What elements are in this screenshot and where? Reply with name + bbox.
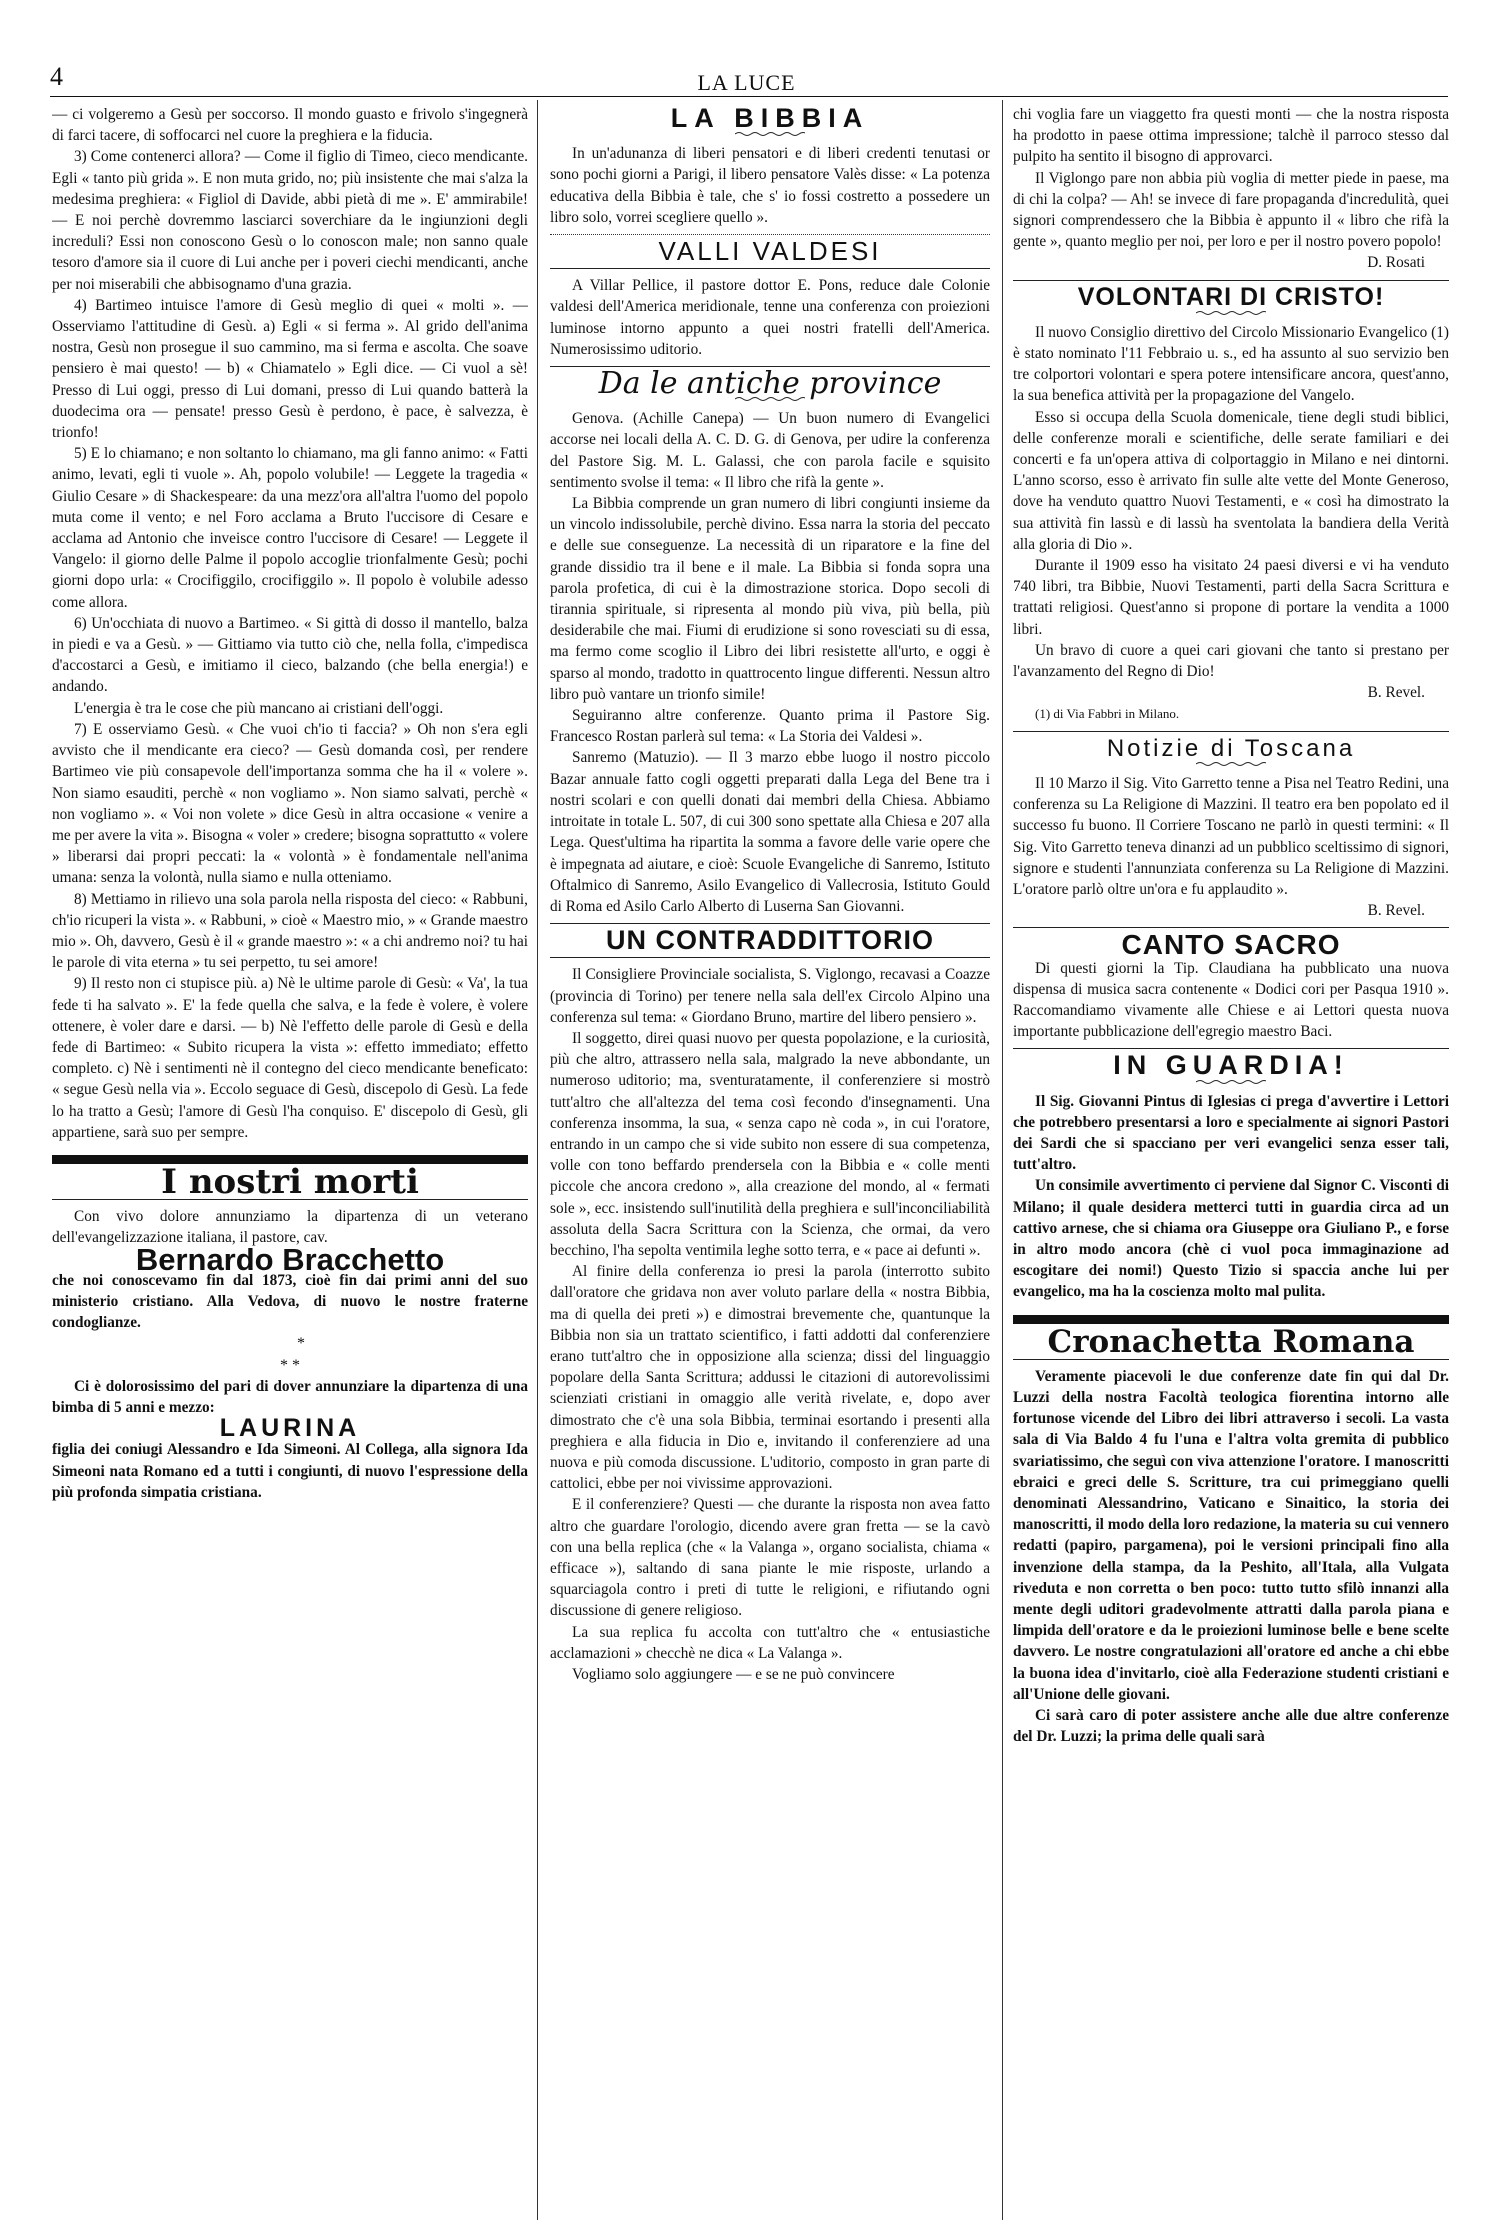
article-heading: CANTO SACRO: [1121, 929, 1341, 961]
article-paragraph: 6) Un'occhiata di nuovo a Bartimeo. « Si gittà di dosso il mantello, balza in piedi e va a Gesù. » — Gittiamo via tutto ciò che, nella folla, c'impediscа d'accostarci a Gesù, e imitiamo il cieco, balzando (che bella energia!) e andando.: [52, 614, 528, 696]
article-paragraph: 7) E osserviamo Gesù. « Che vuoi ch'io ti faccia? » Oh non s'era egli avvisto che il mendicante era cieco? — Gesù domanda così, per rendere Bartimeo vie più consapevole dell'importanza somma che ha il « volere ». Non siamo esauditi, perchè « non vogliamo ». Non siamo salvati, perchè « non vogliamo ». « Voi non volete » dice Gesù in altra occasione « venire a me per avere la vita ». Bisogna « voler » credere; bisogna soprattutto « volere » liberarsi dai propri peccati: la « volontà » è fondamentale nell'anima umana: senza la volontà, nulla siamo e nulla otteniamo.: [52, 720, 528, 887]
article-paragraph: Veramente piacevoli le due conferenze date fin qui dal Dr. Luzzi della nostra Facoltà teologica fiorentina intorno alle fortunose vicende del Libro dei libri attraverso i secoli. La vasta sala di Via Baldo 4 fu l'una e l'altra volta gremita di pubblico svariatissimo, che seguì con viva attenzione l'oratore. I manoscritti ebraici e greci delle S. Scritture, tra cui primeggiano quelli denominati Alessandrino, Vaticano e Sinaitico, la storia dei manoscritti, il modo della loro redazione, la materia su cui vennero redatti (papiro, pargamena), poi le versioni principali fino alla invenzione della stampa, da la Peshito, all'Itala, alla Vulgata riveduta e non corretta o ben poco: tutto tutto sfilò innanzi alla mente degli uditori gradevolmente attratti dalla parola piana e limpida dell'oratore e da le proiezioni luminose belle e bene scelte davvero. Le nostre congratulazioni all'oratore ed anche a chi ebbe la buona idea d'invitarlo, cioè alla Federazione studenti cristiani e all'Unione delle giovani.: [1013, 1367, 1449, 1703]
article-paragraph: L'energia è tra le cose che più mancano ai cristiani dell'oggi.: [74, 699, 444, 717]
heading-rule: [550, 957, 990, 958]
section-divider: [1013, 731, 1449, 732]
obituary-heading: I nostri morti: [161, 1161, 419, 1202]
article-signature: D. Rosati: [1367, 254, 1425, 272]
article-paragraph: 5) E lo chiamano; e non soltanto lo chiamano, ma gli fanno animo: « Fatti animo, levati, egli ti vuole ». Ah, popolo volubile! — Leggete la tragedia « Giulio Cesare » di Shackespeare: da una mezz'ora all'altra l'uomo del popolo muta come il vento; e nel Foro acclama a Bruto l'uccisore di Cesare e acclama ad Antonio che inveisce contro l'uccisore di Cesare! — Leggete il Vangelo: il giorno delle Palme il popolo accoglie trionfalmente Gesù; pochi giorni dopo urla: « Crocifiggilo, crocifiggilo ». Il popolo è volubile adesso come allora.: [52, 445, 528, 611]
article-paragraph: Durante il 1909 esso ha visitato 24 paesi diversi e vi ha venduto 740 libri, tra Bibbie, Nuovi Testamenti, parti della Sacra Scrittura e trattati religiosi. Quest'anno si propone di portare la vendita a 1000 libri.: [1013, 557, 1449, 638]
article-paragraph: Di questi giorni la Tip. Claudiana ha pubblicato una nuova dispensa di musica sacra contenente « Dodici cori per Pasqua 1910 ». Raccomandiamo vivamente alle Chiese e ai Lettori questa nuova importante pubblicazione dell'egregio maestro Baci.: [1013, 959, 1449, 1041]
article-heading: VALLI VALDESI: [658, 236, 882, 267]
article-paragraph: Esso si occupa della Scuola domenicale, tiene degli studi biblici, delle conferenze morali e scientifiche, delle serate familiari e dei concerti e fa un'opera attiva di colportaggio in Milano e nei dintorni. L'anno scorso, esso è arrivato fin sulle alte vette del Monte Generoso, dove ha venduto quattro Nuovi Testamenti, e « così ha dimostrato la sua attività fin lassù e di lassù ha sventolata la bandiera della Verità alla gloria di Dio ».: [1013, 408, 1449, 553]
obituary-name: Bernardo Bracchetto: [135, 1241, 445, 1277]
article-paragraph: In un'adunanza di liberi pensatori e di liberi credenti tenutasi or sono pochi giorni a Parigi, il libero pensatore Valès disse: « La potenza educativa della Bibbia è tale, che s' io fossi costretto a possedere un libro solo, vorrei scegliere quello ».: [550, 145, 990, 226]
header-rule: [50, 96, 1448, 97]
obituary-paragraph: Con vivo dolore annunziamo la dipartenza di un veterano dell'evangelizzazione italiana, il pastore, cav.: [52, 1208, 528, 1247]
article-paragraph: Sanremo (Matuzio). — Il 3 marzo ebbe luogo il nostro piccolo Bazar annuale fatto cogli oggetti preparati dalla Lega del Bene tra i nostri scolari e con quelli donati dai membri della Chiesa. Abbiamo introitate in totale L. 507, di cui 300 sono spettate alla Chiesa e 207 alla Lega. Quest'ultima ha ripartita la somma a favore delle varie opere che è impegnata ad aiutare, e cioè: Scuole Evangeliche di Sanremo, Istituto Oftalmico di Sanremo, Asilo Evangelico di Vallecrosia, Istituto Gould di Roma ed Asilo Carlo Alberto di Luserna San Giovanni.: [550, 749, 990, 915]
article-paragraph: — ci volgeremo a Gesù per soccorso. Il mondo guasto e frivolo s'ingegnerà di farci tacere, di soffocarci nel cuore la preghiera e la fiducia.: [52, 106, 528, 145]
article-paragraph: E il conferenziere? Questi — che durante la risposta non avea fatto altro che guardare l'orologio, dicendo avere gran fretta — se la cavò con una bella replica (che « la Valanga », organo socialista, chiama « efficace »), saltando di sana piante le mie risposte, urlando a squarciagola contro i preti di tutte le religioni, e rifiutando ogni discussione di genere religioso.: [550, 1496, 990, 1620]
page-number: 4: [50, 62, 63, 91]
section-divider: [1013, 1048, 1449, 1049]
article-heading: Cronachetta Romana: [1047, 1323, 1415, 1360]
article-paragraph: Il Viglongo pare non abbia più voglia di metter piede in paese, ma di chi la colpa? — Ah! se invece di fare propaganda d'incredulità, quei signori comprendessero che la Bibbia è appunto il « libro che rifà la gente », quanto meglio per noi, per loro e per il nostro povero popolo!: [1013, 169, 1449, 251]
wavy-ornament: [1196, 761, 1266, 767]
obituary-paragraph: che noi conoscevamo fin dal 1873, cioè fin dai primi anni del suo ministerio cristiano. Alla Vedova, di nuovo le nostre fraterne condoglianze.: [52, 1271, 528, 1332]
article-paragraph: Il 10 Marzo il Sig. Vito Garretto tenne a Pisa nel Teatro Redini, una conferenza su La Religione di Mazzini. Il teatro era ben popolato ed il successo fu buono. Il Corriere Toscano ne parlò in questi termini: « Il Sig. Vito Garretto teneva dinanzi ad un pubblico sceltissimo di signori, signore e studenti l'annunziata conferenza su La Religione di Mazzini. L'oratore parlò oltre un'ora e fu applaudito ».: [1013, 774, 1449, 898]
article-paragraph: Genova. (Achille Canepa) — Un buon numero di Evangelici accorse nei locali della A. C. D. G. di Genova, per udire la conferenza del Pastore Sig. M. L. Galassi, che con parola facile e squisito sentimento svolse il tema: « Il libro che rifà la gente ».: [550, 410, 990, 491]
article-heading: IN GUARDIA!: [1113, 1050, 1349, 1081]
article-paragraph: Seguiranno altre conferenze. Quanto prima il Pastore Sig. Francesco Rostan parlerà sul tema: « La Storia dei Valdesi ».: [550, 707, 990, 746]
article-paragraph: Ci sarà caro di poter assistere anche alle due altre conferenze del Dr. Luzzi; la prima delle quali sarà: [1013, 1707, 1449, 1746]
article-heading: Notizie di Toscana: [1106, 734, 1356, 762]
article-paragraph: Il Consigliere Provinciale socialista, S. Viglongo, recavasi a Coazze (provincia di Torino) per tenere nella sala dell'ex Circolo Alpino una conferenza sul tema: « Giordano Bruno, martire del libero pensiero ».: [550, 966, 990, 1026]
article-paragraph: La Bibbia comprende un gran numero di libri congiunti insieme da un vincolo indissolubile, perchè divino. Essa narra la storia del peccato e delle sue conseguenze. La necessità di un riparatore e la fine del grande dissidio tra il bene e il male. La Bibbia si fonda sopra una parola profetica, di cui è la dimostrazione storica. Dopo secoli di tirannia spirituale, si ripresenta al mondo più viva, più bella, più desiderabile che mai. Fiumi di erudizione si sono rovesciati su di essa, ma fermo come scoglio il Libro dei libri resistette all'urto, e oggi è sparso al mondo, tradotto in quattrocento lingue differenti. Nessun altro libro può vantare un trionfo simile!: [550, 495, 990, 703]
article-paragraph: Il nuovo Consiglio direttivo del Circolo Missionario Evangelico (1) è stato nominato l'11 Febbraio u. s., ed ha assunto al suo servizio ben tre colportori volontari e spera potere intensificare ancora, quest'anno, la sua benefica attività per la propagazione del Vangelo.: [1013, 323, 1449, 405]
article-paragraph: 3) Come contenerci allora? — Come il figlio di Timeo, cieco mendicante. Egli « tanto più grida ». E non muta grido, no; più insistente che mai s'alza la medesima preghiera: « Figliol di Davide, abbi pietà di me ». E' ammirabile! — E noi perchè dovremmo lasciarci soverchiare da le ingiunzioni degli increduli? Essi non conoscono Gesù o lo conoscon male; non sanno quale tesoro d'amore sia il cuore di Lui anche per i poveri ciechi mendicanti, anche per noi miserabili che abbisognamo d'una grazia.: [52, 148, 528, 293]
column-separator-2: [1002, 100, 1003, 2220]
heading-rule: [550, 268, 990, 269]
obituary-name: LAURINA: [219, 1414, 361, 1443]
separator-asterism: * * *: [280, 1335, 305, 1374]
article-heading: VOLONTARI DI CRISTO!: [1077, 282, 1385, 311]
article-paragraph: 4) Bartimeo intuisce l'amore di Gesù meglio di quei « molti ». — Osserviamo l'attitudine di Gesù. a) Egli « si ferma ». Al grido dell'anima nostra, Gesù non prosegue il suo cammino, ma si ferma e ascolta. Che soave pensiero è mai questo! — b) « Chiamatelo » Egli dice. — Ci vuol a sè! Presso di Lui oggi, presso di Lui domani, presso di Lui quando batterà la duodecima ora — pensate! presso Gesù è perdono, è pace, è salvezza, è trionfo!: [52, 296, 528, 442]
section-divider: [550, 234, 990, 235]
article-paragraph: Il Sig. Giovanni Pintus di Iglesias ci prega d'avvertire i Lettori che potrebbero presentarsi a loro e specialmente ai signori Pastori dei Sardi che si spacciano per veri evangelici senza esser tali, tutt'altro.: [1013, 1092, 1449, 1174]
article-heading: Da le antiche province: [598, 366, 942, 402]
footnote: (1) di Via Fabbri in Milano.: [1035, 706, 1180, 722]
section-divider: [1013, 280, 1449, 281]
obituary-paragraph: Ci è dolorosissimo del pari di dover annunziare la dipartenza di una bimba di 5 anni e mezzo:: [52, 1377, 528, 1416]
page-header: [0, 0, 1493, 100]
article-paragraph: chi voglia fare un viaggetto fra questi monti — che la nostra risposta ha prodotto in paese ottima impressione; talchè il parroco stesso dal pulpito ha sentito il bisogno di approvarci.: [1013, 106, 1449, 166]
article-heading: UN CONTRADDITTORIO: [606, 925, 934, 956]
article-paragraph: La sua replica fu accolta con tutt'altro che « entusiastiche acclamazioni » checchè ne dica « La Valanga ».: [550, 1623, 990, 1662]
article-paragraph: 9) Il resto non ci stupisce più. a) Nè le ultime parole di Gesù: « Va', la tua fede ti ha salvato ». E' la fede quella che salva, e la fede è volere, è volere ottenere, è voler dare e darsi. — b) Nè l'effetto delle parole di Gesù e della fede di Bartimeo: « Subito ricupera la vista »: effetto immediato; effetto completo. c) Nè i sentimenti nè il contegno del cieco mendicante beneficato: « segue Gesù nella via ». Eccolo seguace di Gesù, discepolo di Gesù. La fede lo ha tratto a Gesù; l'amore di Gesù l'ha conquiso. E' discepolo di Gesù, gli appartiene, sarà suo per sempre.: [52, 975, 528, 1141]
article-paragraph: A Villar Pellice, il pastore dottor E. Pons, reduce dale Colonie valdesi dell'America meridionale, tenne una conferenza con proiezioni luminose intorno appunto a quei nostri fratelli dell'America. Numerosissimo uditorio.: [550, 277, 990, 358]
article-paragraph: Vogliamo solo aggiungere — e se ne può convincere: [572, 1666, 895, 1684]
article-paragraph: Al finire della conferenza io presi la parola (interrotto subito dall'oratore che gridava non aver voluto parlare della « nostra Bibbia, ma di quella dei preti ») e dimostrai brevemente che, quantunque la Bibbia non sia un trattato scientifico, i fatti addotti dal conferenziere erano tutt'altro che in opposizione alla scienza; dissi del linguaggio popolare della Santa Scrittura; addussi le citazioni di autorevolissimi scienziati cristiani in omaggio alle verità rivelate, e, dopo aver dimostrato che c'è una sola Bibbia, terminai esortando i presenti alla preghiera e alla fiducia in Dio e, invitando il conferenziere ad una nuova e più comoda discussione. L'uditorio, composto in gran parte di cattolici, ebbe per noi vivissime approvazioni.: [550, 1263, 990, 1493]
article-paragraph: Un consimile avvertimento ci perviene dal Signor C. Visconti di Milano; il quale desidera metterci tutti in guardia circa ad un cattivo arnese, che si chiama ora Giuseppe ora Giuliano P., e forse in altro modo ancora (chè ci vuol poca immaginazione ad escogitare dei nomi!) Questo Tizio si spaccia anche lui per evangelico, ma ha la coscienza molto mal pulita.: [1013, 1177, 1449, 1301]
column-3: [1013, 104, 1449, 2204]
article-paragraph: Il soggetto, direi quasi nuovo per questa popolazione, e la curiosità, più che altro, attrassero nella sala, malgrado la neve abbondante, un numeroso uditorio; ma, sventuratamente, il conferenziere si mostrò tutt'altro che all'altezza del tema così fecondo d'insegnamenti. Una conferenza insomma, la sua, « senza capo nè coda », in cui l'oratore, entrando in un campo che si vide subito non essere di sua competenza, volle con tono beffardo prendersela con la Bibbia e « colle menti piccole che ancora credono », alla creazione del mondo, al « fermati sole », ecc. insistendo sull'inutilità della preghiera e sull'inconciliabilità assoluta della Sacra Scrittura con la Scienza, che ormai, da vero becchino, l'ha sepolta ventimila leghe sotto terra, e « pace ai defunti ».: [550, 1029, 990, 1259]
column-separator-1: [537, 100, 538, 2220]
column-1: [52, 104, 528, 2204]
article-paragraph: 8) Mettiamo in rilievo una sola parola nella risposta del cieco: « Rabbuni, ch'io ricuperi la vista ». « Rabbuni, » cioè « Maestro mio, » « Grande maestro mio ». Oh, davvero, Gesù è il « grande maestro »: « a chi andremo noi? tu hai le parole di vita eterna » tu sei perpetto, tu sei amore!: [52, 890, 528, 972]
section-divider: [1013, 1315, 1449, 1324]
article-heading: LA BIBBIA: [670, 104, 870, 133]
article-paragraph: Un bravo di cuore a quei cari giovani che tanto si prestano per l'avanzamento del Regno di Dio!: [1013, 641, 1449, 681]
obituary-paragraph: figlia dei coniugi Alessandro e Ida Simeoni. Al Collega, alla signora Ida Simeoni nata Romano ed a tutti i congiunti, di nuovo l'espressione della più profonda simpatia cristiana.: [52, 1441, 528, 1501]
wavy-ornament: [1196, 310, 1266, 316]
newspaper-title: LA LUCE: [697, 70, 796, 95]
section-divider: [1013, 927, 1449, 928]
article-signature: B. Revel.: [1367, 902, 1425, 920]
article-signature: B. Revel.: [1367, 684, 1425, 702]
column-2: [550, 104, 990, 2204]
section-divider: [550, 923, 990, 924]
